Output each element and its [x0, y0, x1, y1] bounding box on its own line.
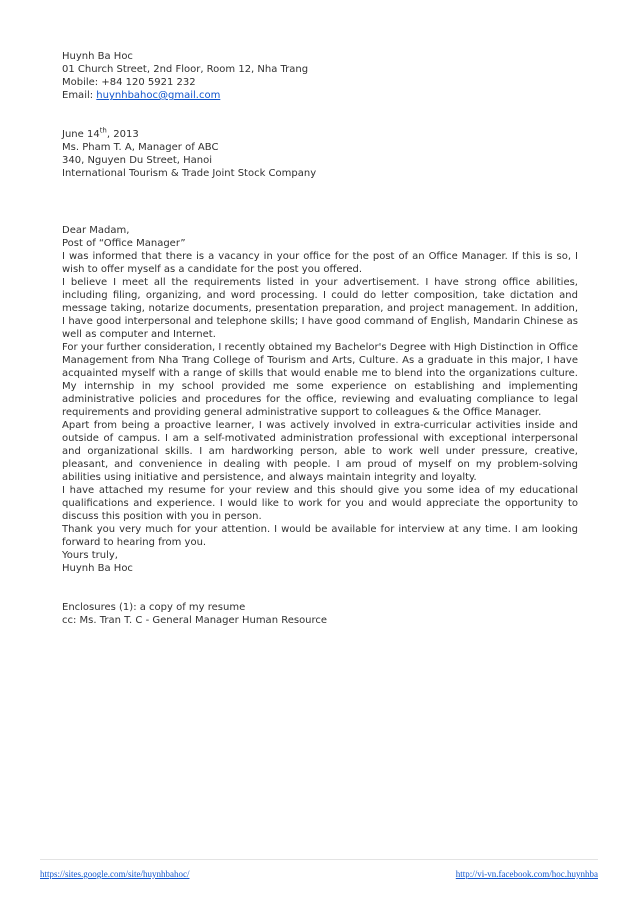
- enclosures-block: [62, 601, 578, 627]
- sender-name: Huynh Ba Hoc: [62, 51, 133, 62]
- sender-address: 01 Church Street, 2nd Floor, Room 12, Nha Trang: [62, 64, 309, 75]
- cc-line: cc: Ms. Tran T. C - General Manager Human Resource: [62, 615, 328, 626]
- page-footer: [40, 859, 598, 881]
- sender-email-line: [62, 89, 578, 102]
- footer-right-link[interactable]: http://vi-vn.facebook.com/hoc.huynhba: [455, 869, 598, 879]
- signature-name: Huynh Ba Hoc: [62, 563, 133, 574]
- body-paragraph-6: Thank you very much for your attention. I would be available for interview at any time. I am looking forward to hearing from you.: [62, 524, 578, 548]
- subject-line: Post of “Office Manager”: [62, 238, 186, 249]
- recipient-company: International Tourism & Trade Joint Stock Company: [62, 168, 317, 179]
- sender-mobile: Mobile: +84 120 5921 232: [62, 77, 196, 88]
- recipient-name: Ms. Pham T. A, Manager of ABC: [62, 142, 219, 153]
- sender-block: [62, 50, 578, 102]
- body-paragraph-2: I believe I meet all the requirements listed in your advertisement. I have strong office abilities, including filing, organizing, and word processing. I could do letter composition, take dictation and message taking, notarize documents, presentation preparation, and project management. In addition, I have good interpersonal and telephone skills; I have good command of English, Mandarin Chinese as well as computer and Internet.: [62, 277, 578, 340]
- date-suffix: , 2013: [106, 129, 139, 140]
- body-paragraph-1: I was informed that there is a vacancy in your office for the post of an Office Manager. If this is so, I wish to offer myself as a candidate for the post you offered.: [62, 251, 578, 275]
- enclosures-line: Enclosures (1): a copy of my resume: [62, 602, 246, 613]
- email-label: Email:: [62, 90, 97, 101]
- salutation: Dear Madam,: [62, 225, 130, 236]
- date-line: [62, 128, 578, 141]
- letter-content: [62, 50, 578, 627]
- date-ordinal: th: [99, 126, 107, 135]
- body-paragraph-5: I have attached my resume for your review and this should give you some idea of my educational qualifications and experience. I would like to work for you and would appreciate the opportunity to discuss this position with you in person.: [62, 485, 578, 522]
- body-paragraph-4: Apart from being a proactive learner, I was actively involved in extra-curricular activities inside and outside of campus. I am a self-motivated administration professional with exceptional interpersonal and organizational skills. I am hardworking person, able to work well under pressure, creative, pleasant, and convenience in dealing with people. I am proud of myself on my problem-solving abilities using initiative and persistence, and always maintain integrity and loyalty.: [62, 420, 578, 483]
- valediction: Yours truly,: [62, 550, 118, 561]
- recipient-block: [62, 141, 578, 180]
- recipient-address: 340, Nguyen Du Street, Hanoi: [62, 155, 213, 166]
- body-paragraph-3: For your further consideration, I recently obtained my Bachelor's Degree with High Distinction in Office Management from Nha Trang College of Tourism and Arts, Culture. As a graduate in this major, I have acquainted myself with a range of skills that would enable me to blend into the organizations culture. My internship in my school provided me some experience on establishing and implementing administrative policies and procedures for the office, reviewing and evaluating compliance to legal requirements and providing general administrative support to colleagues & the Office Manager.: [62, 342, 578, 418]
- footer-left-link[interactable]: https://sites.google.com/site/huynhbahoc/: [40, 869, 190, 879]
- email-link[interactable]: huynhbahoc@gmail.com: [96, 90, 221, 101]
- date-prefix: June 14: [62, 129, 100, 140]
